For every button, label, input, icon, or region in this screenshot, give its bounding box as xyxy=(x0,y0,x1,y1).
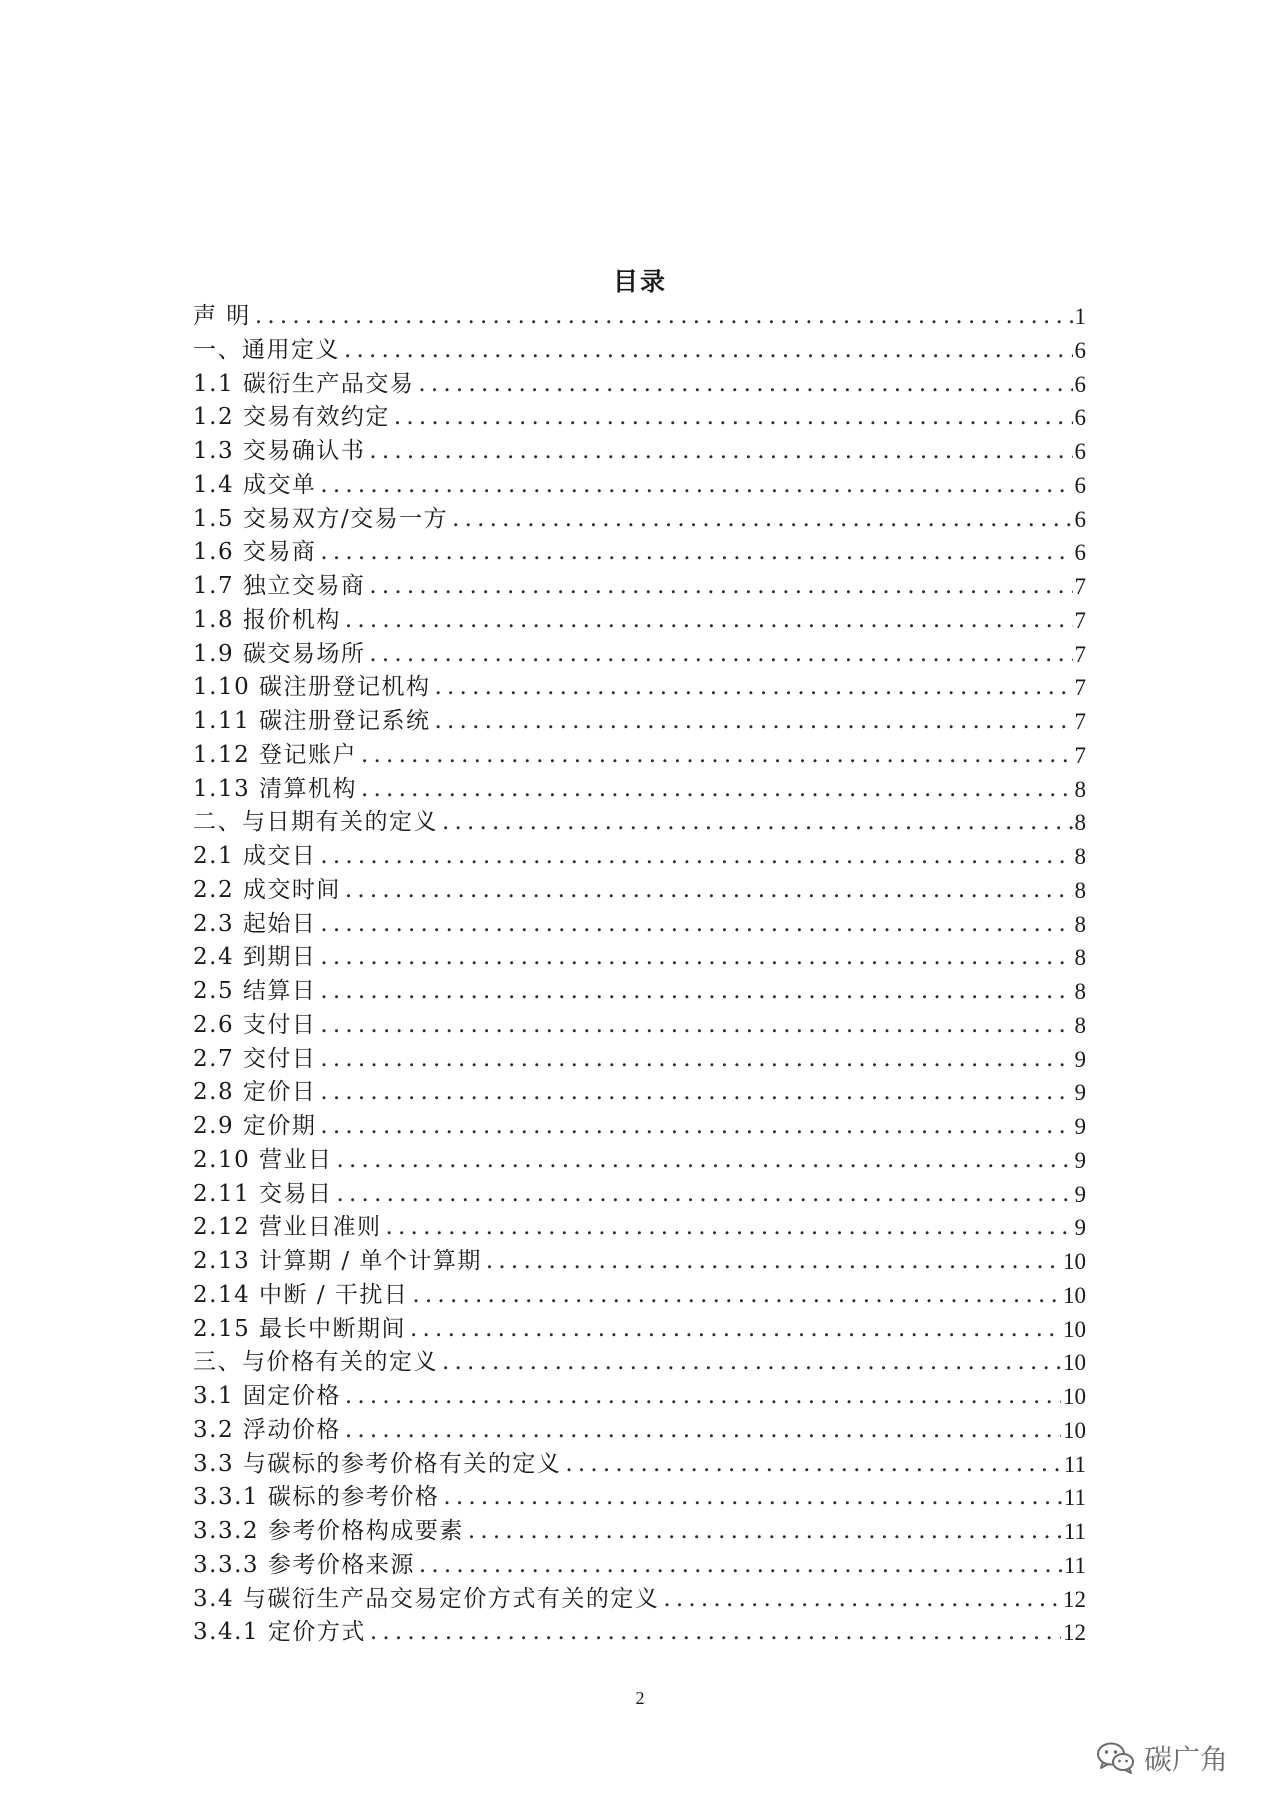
toc-entry-page: 12 xyxy=(1063,1586,1086,1612)
toc-leader-dots xyxy=(320,840,1072,874)
toc-entry-page: 9 xyxy=(1074,1181,1086,1207)
toc-leader-dots xyxy=(419,1549,1062,1583)
toc-leader-dots xyxy=(565,1448,1061,1482)
toc-entry[interactable] xyxy=(193,334,1086,368)
toc-leader-dots xyxy=(369,638,1072,672)
toc-entry-label: 3.3 与碳标的参考价格有关的定义 xyxy=(193,1450,562,1477)
toc-entry-page: 6 xyxy=(1074,371,1086,397)
toc-entry-page: 6 xyxy=(1074,506,1086,532)
toc-entry[interactable] xyxy=(193,1178,1086,1212)
toc-entry-label: 1.6 交易商 xyxy=(193,539,317,566)
toc-entry-page: 6 xyxy=(1074,472,1086,498)
toc-leader-dots xyxy=(345,1380,1061,1414)
toc-entry[interactable] xyxy=(193,1279,1086,1313)
toc-entry[interactable] xyxy=(193,941,1086,975)
toc-entry[interactable] xyxy=(193,1380,1086,1414)
toc-entry-page: 6 xyxy=(1074,439,1086,464)
toc-entry-label: 声 明 xyxy=(193,303,251,329)
toc-entry-label: 2.7 交付日 xyxy=(193,1045,317,1072)
toc-entry-page: 7 xyxy=(1074,742,1086,768)
toc-entry-label: 3.3.1 碳标的参考价格 xyxy=(193,1484,440,1511)
toc-entry[interactable] xyxy=(193,1076,1086,1110)
toc-entry-label: 2.11 交易日 xyxy=(193,1180,333,1207)
toc-entry[interactable] xyxy=(193,1583,1086,1617)
toc-leader-dots xyxy=(442,806,1073,840)
toc-entry-label: 1.5 交易双方/交易一方 xyxy=(193,505,449,532)
toc-leader-dots xyxy=(418,368,1072,402)
toc-leader-dots xyxy=(370,1616,1061,1650)
toc-entry-page: 10 xyxy=(1063,1316,1086,1342)
toc-entry[interactable] xyxy=(193,1211,1086,1245)
toc-leader-dots xyxy=(337,1178,1073,1212)
toc-entry-label: 3.2 浮动价格 xyxy=(193,1416,341,1443)
toc-entry-page: 12 xyxy=(1063,1620,1086,1646)
toc-entry-label: 1.1 碳衍生产品交易 xyxy=(193,370,415,397)
toc-entry[interactable] xyxy=(193,975,1086,1009)
toc-leader-dots xyxy=(345,874,1073,908)
toc-entry-label: 2.2 成交时间 xyxy=(193,876,341,903)
toc-entry[interactable] xyxy=(193,908,1086,942)
toc-entry-label: 3.1 固定价格 xyxy=(193,1383,341,1409)
toc-entry-page: 8 xyxy=(1074,810,1086,836)
toc-leader-dots xyxy=(320,1043,1072,1077)
toc-leader-dots xyxy=(255,300,1073,334)
toc-leader-dots xyxy=(320,908,1072,942)
toc-entry[interactable] xyxy=(193,671,1086,705)
toc-entry[interactable] xyxy=(193,705,1086,739)
toc-entry-label: 1.9 碳交易场所 xyxy=(193,640,366,667)
toc-entry-label: 1.10 碳注册登记机构 xyxy=(193,674,431,701)
toc-leader-dots xyxy=(320,941,1072,975)
toc-leader-dots xyxy=(320,469,1072,503)
toc-entry[interactable] xyxy=(193,840,1086,874)
toc-entry[interactable] xyxy=(193,1616,1086,1650)
toc-leader-dots xyxy=(320,536,1072,570)
toc-leader-dots xyxy=(386,1211,1073,1245)
toc-entry-label: 3.3.2 参考价格构成要素 xyxy=(193,1518,464,1544)
toc-entry-page: 8 xyxy=(1074,911,1086,937)
toc-entry[interactable] xyxy=(193,1549,1086,1583)
toc-entry[interactable] xyxy=(193,536,1086,570)
toc-leader-dots xyxy=(369,435,1072,469)
toc-entry-page: 8 xyxy=(1074,945,1086,971)
toc-leader-dots xyxy=(320,975,1072,1009)
toc-entry-label: 2.5 结算日 xyxy=(193,978,317,1004)
toc-entry[interactable] xyxy=(193,874,1086,908)
toc-entry-label: 2.6 支付日 xyxy=(193,1011,317,1038)
toc-leader-dots xyxy=(320,1076,1072,1110)
toc-leader-dots xyxy=(442,1346,1061,1380)
toc-entry[interactable] xyxy=(193,1144,1086,1178)
toc-leader-dots xyxy=(412,1279,1061,1313)
toc-entry-label: 1.2 交易有效约定 xyxy=(193,404,390,431)
table-of-contents xyxy=(193,300,1086,1650)
toc-entry-page: 9 xyxy=(1074,1215,1086,1241)
toc-entry-page: 7 xyxy=(1074,574,1086,599)
toc-entry-page: 6 xyxy=(1074,337,1086,363)
toc-entry-label: 1.3 交易确认书 xyxy=(193,438,366,464)
toc-entry-page: 10 xyxy=(1063,1249,1086,1274)
toc-entry-page: 6 xyxy=(1074,540,1086,566)
wechat-icon xyxy=(1096,1741,1136,1775)
toc-entry[interactable] xyxy=(193,368,1086,402)
toc-entry-label: 2.12 营业日准则 xyxy=(193,1214,382,1241)
toc-entry-label: 1.11 碳注册登记系统 xyxy=(193,708,431,734)
toc-leader-dots xyxy=(320,1009,1072,1043)
toc-entry[interactable] xyxy=(193,1515,1086,1549)
toc-entry-label: 2.14 中断 / 干扰日 xyxy=(193,1281,409,1308)
toc-entry-label: 二、与日期有关的定义 xyxy=(193,809,438,836)
toc-entry[interactable] xyxy=(193,806,1086,840)
toc-entry-label: 1.13 清算机构 xyxy=(193,775,358,802)
toc-entry[interactable] xyxy=(193,1346,1086,1380)
toc-entry[interactable] xyxy=(193,1414,1086,1448)
toc-entry-label: 3.4 与碳衍生产品交易定价方式有关的定义 xyxy=(193,1585,660,1612)
toc-leader-dots xyxy=(337,1144,1073,1178)
toc-entry-page: 11 xyxy=(1063,1451,1086,1477)
toc-entry-page: 9 xyxy=(1074,1147,1086,1173)
toc-leader-dots xyxy=(663,1583,1061,1617)
toc-leader-dots xyxy=(435,705,1073,739)
toc-entry[interactable] xyxy=(193,1043,1086,1077)
toc-entry-page: 9 xyxy=(1074,1114,1086,1139)
toc-entry-label: 1.8 报价机构 xyxy=(193,606,341,633)
toc-leader-dots xyxy=(345,604,1073,638)
toc-entry[interactable] xyxy=(193,1245,1086,1279)
toc-leader-dots xyxy=(468,1515,1062,1549)
toc-entry-page: 7 xyxy=(1074,675,1086,701)
toc-entry-label: 2.4 到期日 xyxy=(193,944,317,971)
toc-entry-page: 9 xyxy=(1074,1080,1086,1106)
watermark-text: 碳广角 xyxy=(1144,1743,1229,1776)
toc-entry[interactable] xyxy=(193,401,1086,435)
toc-entry-page: 11 xyxy=(1063,1552,1086,1578)
toc-leader-dots xyxy=(435,671,1073,705)
toc-entry-label: 2.13 计算期 / 单个计算期 xyxy=(193,1248,482,1274)
toc-entry-label: 1.7 独立交易商 xyxy=(193,573,366,599)
toc-entry-page: 8 xyxy=(1074,844,1086,869)
toc-entry[interactable] xyxy=(193,570,1086,604)
page-number: 2 xyxy=(635,1688,645,1708)
toc-leader-dots xyxy=(486,1245,1061,1279)
toc-leader-dots xyxy=(410,1313,1061,1347)
toc-leader-dots xyxy=(361,739,1072,773)
toc-entry-label: 2.8 定价日 xyxy=(193,1079,317,1106)
toc-entry-page: 10 xyxy=(1063,1384,1086,1409)
toc-entry-page: 10 xyxy=(1063,1350,1086,1376)
toc-entry-label: 2.3 起始日 xyxy=(193,910,317,937)
toc-entry[interactable] xyxy=(193,1009,1086,1043)
watermark xyxy=(1096,1738,1228,1778)
toc-entry-page: 8 xyxy=(1074,979,1086,1004)
toc-entry-label: 1.12 登记账户 xyxy=(193,741,358,768)
toc-entry[interactable] xyxy=(193,435,1086,469)
toc-entry-page: 7 xyxy=(1074,709,1086,734)
toc-entry[interactable] xyxy=(193,469,1086,503)
toc-entry-label: 2.9 定价期 xyxy=(193,1113,317,1139)
toc-leader-dots xyxy=(452,503,1072,537)
toc-entry[interactable] xyxy=(193,773,1086,807)
toc-entry-page: 10 xyxy=(1063,1282,1086,1308)
toc-entry-page: 8 xyxy=(1074,1012,1086,1038)
toc-entry[interactable] xyxy=(193,503,1086,537)
toc-entry-page: 6 xyxy=(1074,405,1086,431)
toc-leader-dots xyxy=(361,773,1072,807)
toc-entry-page: 8 xyxy=(1074,877,1086,903)
toc-entry-label: 一、通用定义 xyxy=(193,336,340,363)
toc-entry[interactable] xyxy=(193,604,1086,638)
toc-leader-dots xyxy=(320,1110,1072,1144)
toc-entry-label: 2.15 最长中断期间 xyxy=(193,1315,407,1342)
toc-entry-page: 11 xyxy=(1063,1485,1086,1511)
toc-entry-label: 2.1 成交日 xyxy=(193,843,317,869)
toc-leader-dots xyxy=(369,570,1072,604)
toc-entry-label: 1.4 成交单 xyxy=(193,471,317,498)
toc-entry-label: 3.4.1 定价方式 xyxy=(193,1619,366,1646)
toc-entry-page: 7 xyxy=(1074,607,1086,633)
toc-entry[interactable] xyxy=(193,300,1086,334)
toc-entry-page: 1 xyxy=(1074,304,1086,329)
toc-leader-dots xyxy=(394,401,1073,435)
toc-entry[interactable] xyxy=(193,1313,1086,1347)
toc-leader-dots xyxy=(345,1414,1061,1448)
toc-entry-page: 10 xyxy=(1063,1417,1086,1443)
toc-entry[interactable] xyxy=(193,638,1086,672)
toc-entry-label: 三、与价格有关的定义 xyxy=(193,1349,438,1376)
toc-entry[interactable] xyxy=(193,1110,1086,1144)
toc-entry-page: 11 xyxy=(1063,1519,1086,1544)
toc-entry-page: 7 xyxy=(1074,641,1086,667)
toc-entry-label: 3.3.3 参考价格来源 xyxy=(193,1551,415,1578)
toc-entry-label: 2.10 营业日 xyxy=(193,1146,333,1173)
toc-entry[interactable] xyxy=(193,739,1086,773)
toc-entry-page: 8 xyxy=(1074,776,1086,802)
page-title: 目录 xyxy=(612,267,667,296)
toc-entry[interactable] xyxy=(193,1448,1086,1482)
toc-leader-dots xyxy=(344,334,1073,368)
toc-leader-dots xyxy=(443,1481,1062,1515)
toc-entry-page: 9 xyxy=(1074,1046,1086,1072)
toc-entry[interactable] xyxy=(193,1481,1086,1515)
